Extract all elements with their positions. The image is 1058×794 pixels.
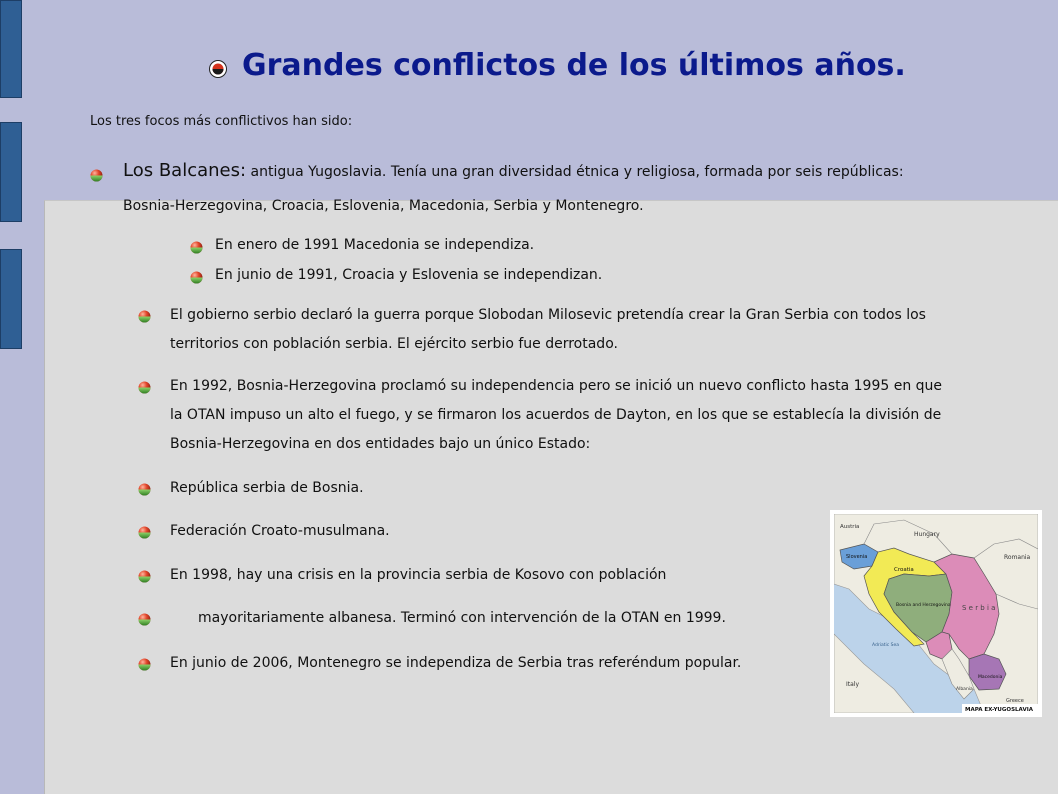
map-label-croatia: Croatia (894, 567, 914, 573)
sub-item-macedonia: En enero de 1991 Macedonia se independiza. (215, 237, 535, 253)
side-tab-2 (0, 122, 22, 222)
item-bosnia-2: la OTAN impuso un alto el fuego, y se firmaron los acuerdos de Dayton, en los que se establecía la división de (170, 407, 942, 423)
balkans-desc: antigua Yugoslavia. Tenía una gran diversidad étnica y religiosa, formada por seis repúblicas: (250, 164, 904, 180)
map-label-hungary: Hungary (914, 531, 940, 538)
item-kosovo-2: mayoritariamente albanesa. Terminó con intervención de la OTAN en 1999. (198, 610, 726, 626)
map-label-romania: Romania (1004, 554, 1031, 561)
map-label-slovenia: Slovenia (846, 554, 868, 560)
balkans-line-1 (123, 160, 904, 181)
item-kosovo-1: En 1998, hay una crisis en la provincia serbia de Kosovo con población (170, 567, 667, 583)
map-graphic (834, 514, 1038, 713)
bullet-icon (190, 271, 203, 284)
intro-text: Los tres focos más conflictivos han sido: (90, 114, 353, 129)
ex-yugoslavia-map (830, 510, 1042, 717)
bullet-icon (138, 483, 151, 496)
bullet-icon (90, 169, 103, 182)
sub-item-croatia-slovenia: En junio de 1991, Croacia y Eslovenia se independizan. (215, 267, 603, 283)
item-serbia-war-2: territorios con población serbia. El ejército serbio fue derrotado. (170, 336, 618, 352)
map-label-bosnia: Bosnia and Herzegovina (896, 603, 951, 608)
map-label-austria: Austria (840, 524, 860, 530)
balkans-line-2: Bosnia-Herzegovina, Croacia, Eslovenia, Macedonia, Serbia y Montenegro. (123, 198, 644, 214)
item-bosnia-3: Bosnia-Herzegovina en dos entidades bajo un único Estado: (170, 436, 591, 452)
bullet-icon (138, 570, 151, 583)
item-republica-serbia: República serbia de Bosnia. (170, 480, 364, 496)
bullet-icon (138, 381, 151, 394)
bullet-icon (138, 310, 151, 323)
page-title: Grandes conflictos de los últimos años. (242, 48, 906, 83)
map-label-serbia: S e r b i a (962, 604, 996, 612)
map-label-greece: Greece (1006, 698, 1024, 704)
map-label-italy: Italy (846, 681, 860, 688)
item-serbia-war-1: El gobierno serbio declaró la guerra porque Slobodan Milosevic pretendía crear la Gran Serbia con todos los (170, 307, 926, 323)
map-label-macedonia: Macedonia (978, 675, 1003, 680)
bullet-icon (138, 658, 151, 671)
map-title: MAPA EX-YUGOSLAVIA (965, 707, 1033, 713)
bullet-icon (138, 613, 151, 626)
side-tab-1 (0, 0, 22, 98)
balkans-lead: Los Balcanes: (123, 160, 247, 181)
item-federacion: Federación Croato-musulmana. (170, 523, 390, 539)
side-tab-3 (0, 249, 22, 349)
map-label-albania: Albania (956, 687, 973, 692)
bullet-icon (190, 241, 203, 254)
title-bullet-icon (208, 59, 228, 79)
item-montenegro: En junio de 2006, Montenegro se independiza de Serbia tras referéndum popular. (170, 655, 742, 671)
item-bosnia-1: En 1992, Bosnia-Herzegovina proclamó su independencia pero se inició un nuevo conflicto hasta 1995 en que (170, 378, 943, 394)
map-label-adriatic: Adriatic Sea (872, 643, 900, 648)
bullet-icon (138, 526, 151, 539)
